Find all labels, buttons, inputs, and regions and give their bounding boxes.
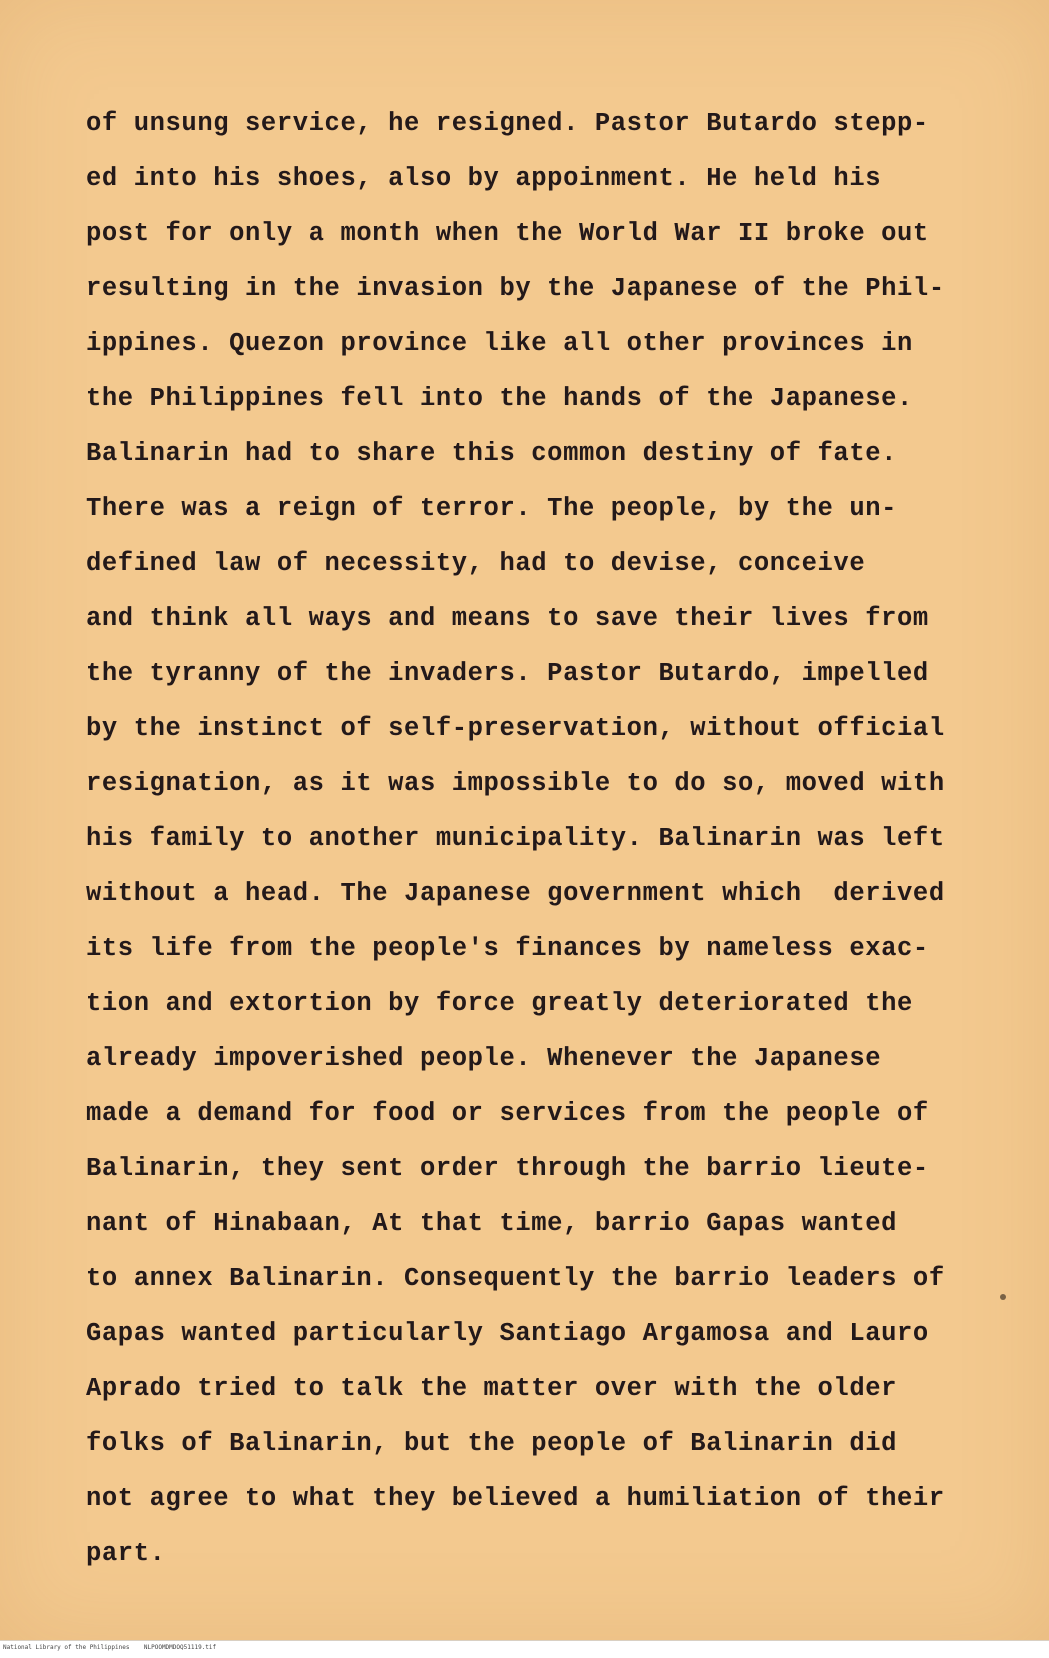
- text-line: ippines. Quezon province like all other provinces in: [86, 329, 913, 358]
- text-line: his family to another municipality. Balinarin was left: [86, 824, 945, 853]
- text-line: resulting in the invasion by the Japanese of the Phil-: [86, 274, 945, 303]
- text-line: to annex Balinarin. Consequently the barrio leaders of: [86, 1264, 945, 1293]
- text-line: nant of Hinabaan, At that time, barrio Gapas wanted: [86, 1209, 898, 1238]
- text-line: the Philippines fell into the hands of the Japanese.: [86, 384, 913, 413]
- text-line: part.: [86, 1539, 166, 1568]
- scan-caption: National Library of the Philippines NLPOOMDMDOQ51119.tif: [3, 1644, 217, 1651]
- text-line: and think all ways and means to save their lives from: [86, 604, 929, 633]
- text-line: Balinarin had to share this common destiny of fate.: [86, 439, 898, 468]
- text-line: There was a reign of terror. The people, by the un-: [86, 494, 898, 523]
- text-line: made a demand for food or services from the people of: [86, 1099, 929, 1128]
- text-line: of unsung service, he resigned. Pastor Butardo stepp-: [86, 109, 929, 138]
- text-line: folks of Balinarin, but the people of Balinarin did: [86, 1429, 898, 1458]
- text-line: not agree to what they believed a humiliation of their: [86, 1484, 945, 1513]
- text-line: defined law of necessity, had to devise, conceive: [86, 549, 866, 578]
- text-line: tion and extortion by force greatly deteriorated the: [86, 989, 913, 1018]
- text-line: resignation, as it was impossible to do so, moved with: [86, 769, 945, 798]
- text-line: by the instinct of self-preservation, without official: [86, 714, 945, 743]
- ink-speck: [1000, 1294, 1006, 1300]
- text-line: already impoverished people. Whenever the Japanese: [86, 1044, 882, 1073]
- typed-text-body: [86, 96, 1006, 1581]
- text-line: without a head. The Japanese government which derived: [86, 879, 945, 908]
- text-line: Balinarin, they sent order through the barrio lieute-: [86, 1154, 929, 1183]
- text-line: Gapas wanted particularly Santiago Argamosa and Lauro: [86, 1319, 929, 1348]
- text-line: post for only a month when the World War II broke out: [86, 219, 929, 248]
- text-line: ed into his shoes, also by appoinment. He held his: [86, 164, 882, 193]
- text-line: Aprado tried to talk the matter over with the older: [86, 1374, 898, 1403]
- scan-footer: [0, 1640, 1049, 1658]
- text-line: the tyranny of the invaders. Pastor Butardo, impelled: [86, 659, 929, 688]
- text-line: its life from the people's finances by nameless exac-: [86, 934, 929, 963]
